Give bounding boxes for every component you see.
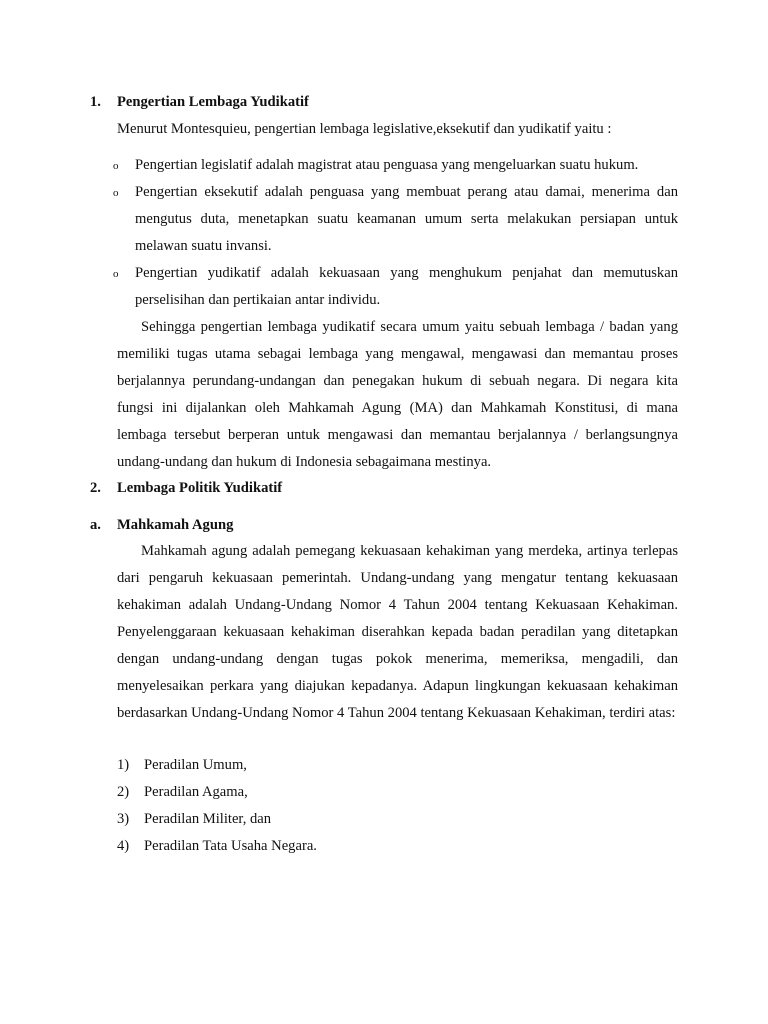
bullet-item-eksekutif: Pengertian eksekutif adalah penguasa yang membuat perang atau damai, menerima dan mengutus duta, menetapkan suatu keamanan umum serta melakukan persiapan untuk melawan suatu invansi.	[135, 184, 678, 254]
subsection-a-title: Mahkamah Agung	[117, 517, 234, 533]
list-item-number: 3)	[117, 811, 130, 827]
subsection-a-paragraph: Mahkamah agung adalah pemegang kekuasaan kehakiman yang merdeka, artinya terlepas dari pengaruh kekuasaan pemerintah. Undang-undang yang mengatur tentang kekuasaan kehakiman adalah Undang-Undang Nomor 4 Tahun 2004 tentang Kekuasaan Kehakiman. Penyelenggaraan kekuasaan kehakiman diserahkan kepada badan peradilan yang ditetapkan dengan undang-undang dengan tugas pokok menerima, memeriksa, mengadili, dan menyelesaikan perkara yang diajukan kepadanya. Adapun lingkungan kekuasaan kehakiman berdasarkan Undang-Undang Nomor 4 Tahun 2004 tentang Kekuasaan Kehakiman, terdiri atas:	[117, 543, 678, 721]
section-1-intro: Menurut Montesquieu, pengertian lembaga legislative,eksekutif dan yudikatif yaitu :	[117, 121, 612, 137]
bullet-item-legislatif: Pengertian legislatif adalah magistrat atau penguasa yang mengeluarkan suatu hukum.	[135, 157, 639, 173]
section-1-number: 1.	[90, 94, 101, 110]
bullet-item-yudikatif: Pengertian yudikatif adalah kekuasaan yang menghukum penjahat dan memutuskan perselisihan dan pertikaian antar individu.	[135, 265, 678, 308]
list-item-number: 2)	[117, 784, 130, 800]
list-item: Peradilan Tata Usaha Negara.	[144, 838, 317, 854]
list-item-number: 4)	[117, 838, 130, 854]
bullet-marker: o	[113, 187, 119, 199]
section-2-title: Lembaga Politik Yudikatif	[117, 480, 283, 496]
section-1-paragraph: Sehingga pengertian lembaga yudikatif secara umum yaitu sebuah lembaga / badan yang memiliki tugas utama sebagai lembaga yang mengawal, mengawasi dan memantau proses berjalannya perundang-undangan dan penegakan hukum di sebuah negara. Di negara kita fungsi ini dijalankan oleh Mahkamah Agung (MA) dan Mahkamah Konstitusi, di mana lembaga tersebut berperan untuk mengawasi dan memantau berjalannya / berlangsungnya undang-undang dan hukum di Indonesia sebagaimana mestinya.	[117, 319, 678, 470]
bullet-marker: o	[113, 268, 119, 280]
list-item: Peradilan Umum,	[144, 757, 247, 773]
list-item: Peradilan Militer, dan	[144, 811, 272, 827]
list-item-number: 1)	[117, 757, 130, 773]
section-2-number: 2.	[90, 480, 101, 496]
section-1-title: Pengertian Lembaga Yudikatif	[117, 94, 309, 110]
list-item: Peradilan Agama,	[144, 784, 248, 800]
bullet-marker: o	[113, 160, 119, 172]
subsection-a-number: a.	[90, 517, 101, 533]
